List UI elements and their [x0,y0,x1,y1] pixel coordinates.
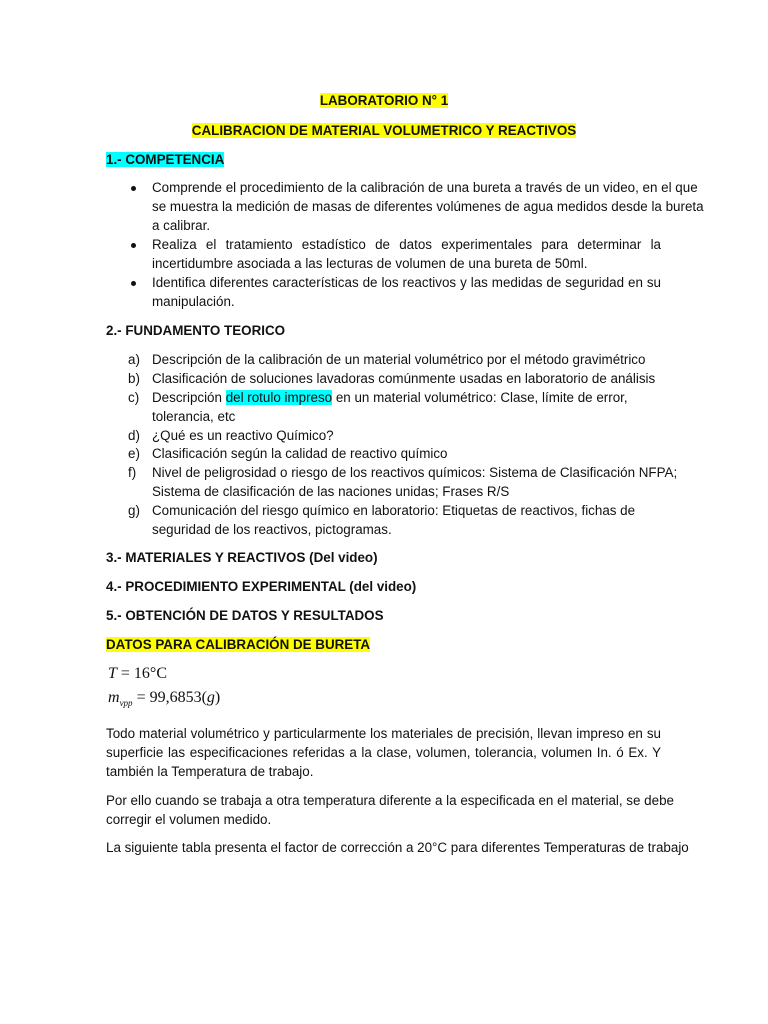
list-item-line: Clasificación según la calidad de reactivo químico [152,446,448,461]
section-2-heading: 2.- FUNDAMENTO TEORICO [106,323,286,338]
list-item-line: seguridad de los reactivos, pictogramas. [152,522,392,537]
document-subtitle [0,122,768,140]
bullet-icon [131,243,136,248]
section-4-heading: 4.- PROCEDIMIENTO EXPERIMENTAL (del video) [106,579,417,594]
paragraph-line: superficie las especificaciones referidas a la clase, volumen, tolerancia, volumen In. ó Ex. Y [106,745,661,760]
list-item-line: Comunicación del riesgo químico en laboratorio: Etiquetas de reactivos, fichas de [152,503,636,518]
temperature-equation [108,664,167,684]
list-item-label: b) [128,371,140,386]
eq-temperature-var: T [108,665,117,682]
eq-mass-close: ) [214,689,221,706]
section-3-heading: 3.- MATERIALES Y REACTIVOS (Del video) [106,550,378,565]
paragraph-line: corregir el volumen medido. [106,812,272,827]
eq-mass-value: = 99,6853( [136,689,207,706]
list-item-line: Sistema de clasificación de las naciones unidas; Frases R/S [152,484,510,499]
list-item-label: a) [128,352,140,367]
list-item-line [152,389,628,407]
eq-mass-unit: g [206,689,215,706]
paragraph-line: también la Temperatura de trabajo. [106,764,314,779]
item-c-highlight-text: del rotulo impreso [225,390,333,405]
datos-heading-text: DATOS PARA CALIBRACIÓN DE BURETA [106,637,371,652]
lab-title-text: LABORATORIO N° 1 [319,93,449,108]
datos-heading [106,636,370,654]
list-item-line: Identifica diferentes características de los reactivos y las medidas de seguridad en su [152,275,661,290]
eq-mass-subscript: vpp [119,698,133,708]
list-item-line: incertidumbre asociada a las lecturas de volumen de una bureta de 50ml. [152,256,588,271]
list-item-label: e) [128,446,140,461]
lab-title [0,92,768,110]
eq-mass-var: m [108,689,120,706]
eq-temperature-value: = 16°C [120,665,167,682]
list-item-line: a calibrar. [152,218,211,233]
list-item-line: se muestra la medición de masas de diferentes volúmenes de agua medidos desde la bureta [152,199,704,214]
mass-equation [108,688,220,713]
section-1-heading-text: 1.- COMPETENCIA [106,152,225,167]
list-item-line: ¿Qué es un reactivo Químico? [152,428,334,443]
list-item-line: manipulación. [152,294,235,309]
bullet-icon [131,186,136,191]
list-item-line: Clasificación de soluciones lavadoras comúnmente usadas en laboratorio de análisis [152,371,656,386]
list-item-label: d) [128,428,140,443]
list-item-line: Nivel de peligrosidad o riesgo de los reactivos químicos: Sistema de Clasificación NFPA; [152,465,678,480]
paragraph-line: La siguiente tabla presenta el factor de corrección a 20°C para diferentes Temperaturas de trabajo [106,840,689,855]
section-1-heading [106,151,224,169]
item-c-pre-text: Descripción [152,390,226,405]
bullet-icon [131,281,136,286]
section-5-heading: 5.- OBTENCIÓN DE DATOS Y RESULTADOS [106,608,384,623]
paragraph-line: Por ello cuando se trabaja a otra temperatura diferente a la especificada en el material, se debe [106,793,674,808]
subtitle-text: CALIBRACION DE MATERIAL VOLUMETRICO Y REACTIVOS [191,123,577,138]
list-item-label: c) [128,390,140,405]
list-item-line: Comprende el procedimiento de la calibración de una bureta a través de un video, en el que [152,180,698,195]
item-c-post-text: en un material volumétrico: Clase, límite de error, [332,390,628,405]
list-item-line: tolerancia, etc [152,409,236,424]
list-item-label: f) [128,465,137,480]
list-item-line: Realiza el tratamiento estadístico de datos experimentales para determinar la [152,237,661,252]
paragraph-line: Todo material volumétrico y particularmente los materiales de precisión, llevan impreso en su [106,726,661,741]
list-item-line: Descripción de la calibración de un material volumétrico por el método gravimétrico [152,352,646,367]
list-item-label: g) [128,503,140,518]
